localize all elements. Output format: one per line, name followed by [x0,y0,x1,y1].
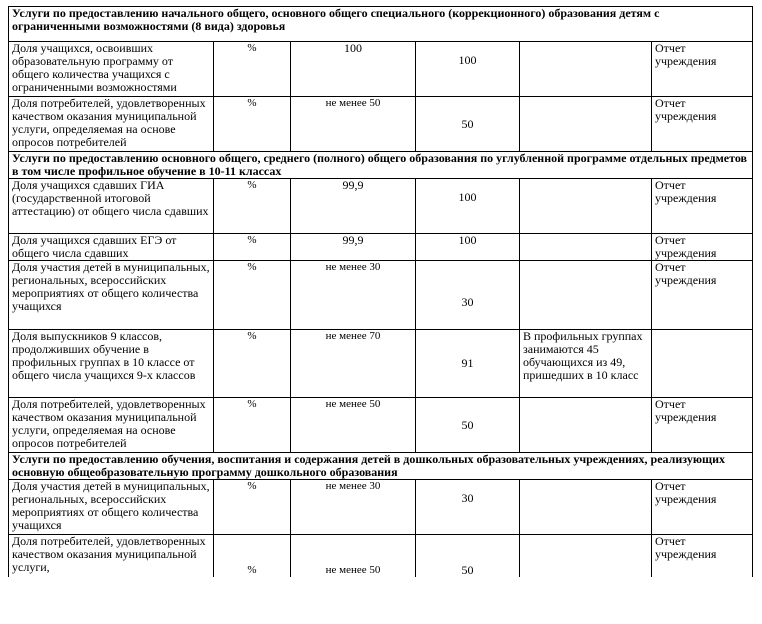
source-cell: Отчет учреждения [652,480,753,535]
source-cell: Отчет учреждения [652,42,753,97]
section-header [9,453,753,480]
section-title: Услуги по предоставлению начального общего, основного общего специального (коррекционного) образования детям с ограниченными возможностями (8 вида) здоровья [9,7,753,42]
table-row [9,261,753,330]
note-cell [520,97,652,152]
unit-cell: % [214,261,291,330]
table-row [9,234,753,261]
unit-cell: % [214,179,291,234]
plan-cell: 100 [291,42,416,97]
unit-cell: % [214,480,291,535]
plan-cell: не менее 30 [291,480,416,535]
table-row [9,330,753,398]
indicator-cell: Доля участия детей в муниципальных, региональных, всероссийских мероприятиях от общего количества учащихся [9,480,214,535]
source-cell: Отчет учреждения [652,261,753,330]
section-header [9,7,753,42]
indicator-cell: Доля потребителей, удовлетворенных качеством оказания муниципальной услуги, определяемая на основе опросов потребителей [9,398,214,453]
table-row [9,535,753,578]
indicator-cell: Доля учащихся сдавших ЕГЭ от общего числа сдавших [9,234,214,261]
fact-cell: 50 [416,398,520,453]
fact-cell: 50 [416,97,520,152]
source-cell: Отчет учреждения [652,234,753,261]
unit-cell: % [214,535,291,578]
note-cell [520,234,652,261]
table-row [9,97,753,152]
fact-value: 30 [461,491,474,505]
fact-cell [416,42,520,97]
fact-cell: 30 [416,261,520,330]
note-cell [520,42,652,97]
indicator-cell: Доля участия детей в муниципальных, региональных, всероссийских мероприятиях от общего количества учащихся [9,261,214,330]
fact-cell [416,179,520,234]
table-row [9,42,753,97]
source-cell: Отчет учреждения [652,179,753,234]
unit-cell: % [214,42,291,97]
unit-cell: % [214,330,291,398]
indicator-cell: Доля учащихся сдавших ГИА (государственной итоговой аттестацию) от общего числа сдавших [9,179,214,234]
indicator-cell: Доля потребителей, удовлетворенных качеством оказания муниципальной услуги, определяемая на основе опросов потребителей [9,97,214,152]
unit-cell: % [214,234,291,261]
note-cell [520,261,652,330]
section-title: Услуги по предоставлению обучения, воспитания и содержания детей в дошкольных образовательных учреждениях, реализующих основную общеобразовательную программу дошкольного образования [9,453,753,480]
fact-cell [416,480,520,535]
note-cell: В профильных группах занимаются 45 обучающихся из 49, пришедших в 10 класс [520,330,652,398]
indicator-cell: Доля потребителей, удовлетворенных качеством оказания муниципальной услуги, [9,535,214,578]
table-row [9,480,753,535]
note-cell [520,480,652,535]
table-row [9,398,753,453]
plan-cell: не менее 50 [291,535,416,578]
fact-value: 100 [458,53,477,67]
plan-cell: не менее 70 [291,330,416,398]
plan-cell: не менее 50 [291,398,416,453]
plan-cell: не менее 50 [291,97,416,152]
note-cell [520,179,652,234]
source-cell [652,330,753,398]
indicators-table [8,6,753,577]
source-cell: Отчет учреждения [652,97,753,152]
indicator-cell: Доля выпускников 9 классов, продолживших обучение в профильных группах в 10 классе от общего числа учащихся 9-х классов [9,330,214,398]
section-title: Услуги по предоставлению основного общего, среднего (полного) общего образования по углубленной программе отдельных предметов в том числе профильное обучение в 10-11 классах [9,152,753,179]
source-cell: Отчет учреждения [652,535,753,578]
section-header [9,152,753,179]
plan-cell: 99,9 [291,234,416,261]
fact-value: 100 [458,190,477,204]
source-cell: Отчет учреждения [652,398,753,453]
fact-cell: 100 [416,234,520,261]
plan-cell: не менее 30 [291,261,416,330]
note-cell [520,535,652,578]
indicator-cell: Доля учащихся, освоивших образовательную программу от общего количества учащихся с ограниченными возможностями [9,42,214,97]
table-row [9,179,753,234]
unit-cell: % [214,398,291,453]
fact-cell: 50 [416,535,520,578]
fact-cell: 91 [416,330,520,398]
plan-cell: 99,9 [291,179,416,234]
unit-cell: % [214,97,291,152]
note-cell [520,398,652,453]
